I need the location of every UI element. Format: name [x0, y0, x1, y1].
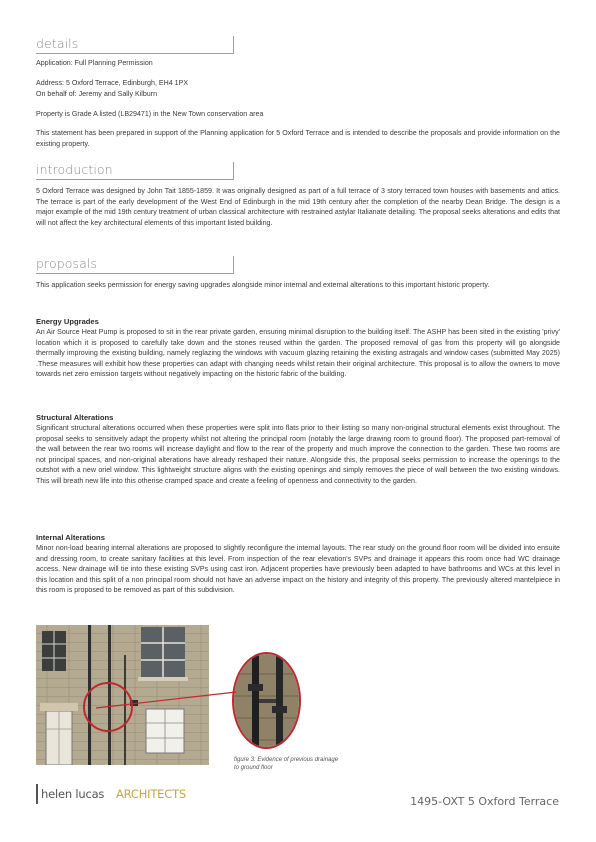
- energy-upgrades-title: Energy Upgrades: [36, 317, 99, 326]
- structural-alterations-title: Structural Alterations: [36, 413, 114, 422]
- introduction-heading: [36, 162, 234, 180]
- proposals-heading: [36, 256, 234, 274]
- details-heading: [36, 36, 234, 54]
- application-text: Application: Full Planning Permission: [36, 59, 153, 67]
- logo-bar: [36, 784, 38, 804]
- proposals-heading-text: proposals: [36, 256, 98, 271]
- internal-alterations-body: Minor non-load bearing internal alterations are proposed to slightly reconfigure the internal layouts. The rear study on the ground floor room will be divided into ensuite and dressing room, to create sanitary facilities at this level. From inspection of the rear elevation's SVPs and drainage it appears this room once had WC drainage access. New drainage will tie into these existing SVPs using cast iron. Adjacent properties have previously been adapted to have bathrooms and WCs at this level in this location and this split of a non principal room should not have an adverse impact on the history and integrity of this property. The previously altered mantelpiece in this room is proposed to be removed as part of this subdivision.: [36, 544, 560, 595]
- connector-line: [96, 690, 246, 720]
- document-reference: 1495-OXT 5 Oxford Terrace: [410, 795, 559, 808]
- introduction-heading-text: introduction: [36, 162, 113, 177]
- energy-upgrades-body: An Air Source Heat Pump is proposed to sit in the rear private garden, ensuring minimal disruption to the building itself. The ASHP has been sited in the existing 'privy' location which it is proposed to carefully take down and the stones reused within the garden. The proposed removal of gas from this property will go alongside thermally improving the existing building, namely reglazing the windows with vacuum glazing retaining the existing astragals and window cases (submitted May 2025) .These measures will exhibit how these properties can adapt with changing needs whilst retain their original architecture. This proposal is to allow the owners to move towards net zero emission targets without negatively impacting on the historic fabric of the building.: [36, 328, 560, 379]
- address-line: Address: 5 Oxford Terrace, Edinburgh, EH4 1PX: [36, 79, 189, 87]
- logo-name: helen lucas: [41, 787, 105, 801]
- introduction-body: 5 Oxford Terrace was designed by John Tait 1855-1859. It was originally designed as part of a full terrace of 3 story terraced town houses with basements and attics. The terrace is part of the early development of the West End of Edinburgh in the mid 19th century after the completion of the nearby Dean Bridge. The design is a major example of the mid 19th century treatment of urban classical architecture with restrained astylar Italianate detailing. The proposal seeks alterations and edits that will not affect the key architectural elements of this important listed building.: [36, 187, 560, 227]
- proposals-intro: This application seeks permission for energy saving upgrades alongside minor internal and external alterations to this important historic property.: [36, 281, 490, 289]
- listing-text: Property is Grade A listed (LB29471) in the New Town conservation area: [36, 110, 264, 118]
- internal-alterations-title: Internal Alterations: [36, 533, 105, 542]
- details-heading-text: details: [36, 36, 79, 51]
- logo-architects: ARCHITECTS: [116, 787, 186, 801]
- client-line: On behalf of: Jeremy and Sally Kilburn: [36, 90, 158, 98]
- company-logo: [36, 784, 186, 804]
- figure-caption: figure 3: Evidence of previous drainage to ground floor: [234, 757, 339, 771]
- structural-alterations-body: Significant structural alterations occurred when these properties were split into flats prior to their listing so many non-original structural elements exist throughout. The proposal seeks to sensitively adapt the property whilst not altering the principal room (notably the large drawing room to ground floor). The proposed part-removal of the wall between the rear two rooms will increase daylight and flow to the rear of the property and much improve the connection to the garden. These two rooms are not principal spaces, and non-original alterations have already reshaped their nature. Alongside this, the proposal seeks permission to increase the openings to the outshot with a new oriel window. This lightweight structure aligns with the existing openings and simply removes the piece of wall between the two existing windows. This will breath new life into this otherise cramped space and create a feeling of openness and connectivity to the garden.: [36, 424, 560, 485]
- statement-text: This statement has been prepared in support of the Planning application for 5 Oxford Terrace and is intended to describe the proposals and provide information on the existing property.: [36, 129, 560, 148]
